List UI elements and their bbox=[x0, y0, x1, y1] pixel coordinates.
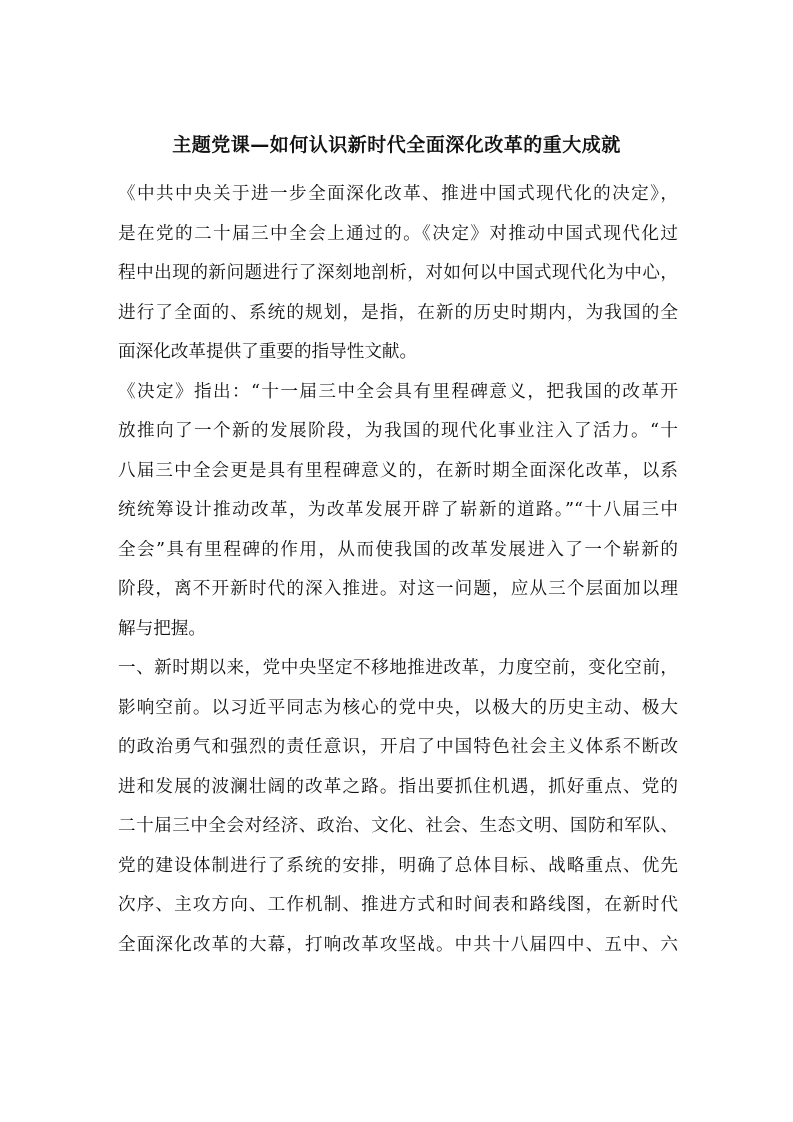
text-line: 阶段，离不开新时代的深入推进。对这一问题，应从三个层面加以理 bbox=[118, 579, 678, 599]
text-line: 面深化改革提供了重要的指导性文献。 bbox=[118, 342, 418, 362]
text-line: 程中出现的新问题进行了深刻地剖析，对如何以中国式现代化为中心， bbox=[118, 263, 678, 283]
text-line: 二十届三中全会对经济、政治、文化、社会、生态文明、国防和军队、 bbox=[118, 816, 678, 836]
text-line: 的政治勇气和强烈的责任意识，开启了中国特色社会主义体系不断改 bbox=[118, 737, 678, 757]
text-line: 全会”具有里程碑的作用，从而使我国的改革发展进入了一个崭新的 bbox=[118, 539, 678, 560]
text-line: 《中共中央关于进一步全面深化改革、推进中国式现代化的决定》， bbox=[118, 184, 678, 204]
text-line: 放推向了一个新的发展阶段，为我国的现代化事业注入了活力。“十 bbox=[118, 421, 678, 441]
text-line: 党的建设体制进行了系统的安排，明确了总体目标、战略重点、优先 bbox=[118, 855, 678, 876]
text-line: 是在党的二十届三中全会上通过的。《决定》对推动中国式现代化过 bbox=[118, 223, 678, 244]
document-body bbox=[118, 175, 678, 965]
text-line: 全面深化改革的大幕，打响改革攻坚战。中共十八届四中、五中、六 bbox=[118, 934, 678, 955]
text-line: 进行了全面的、系统的规划，是指，在新的历史时期内，为我国的全 bbox=[118, 302, 678, 323]
text-line: 影响空前。以习近平同志为核心的党中央，以极大的历史主动、极大 bbox=[118, 697, 678, 718]
text-line: 八届三中全会更是具有里程碑意义的，在新时期全面深化改革，以系 bbox=[118, 460, 678, 481]
text-line: 次序、主攻方向、工作机制、推进方式和时间表和路线图，在新时代 bbox=[118, 895, 678, 915]
text-line: 《决定》指出：“十一届三中全会具有里程碑意义，把我国的改革开 bbox=[118, 381, 678, 402]
text-line: 解与把握。 bbox=[118, 618, 206, 639]
text-line: 统统筹设计推动改革，为改革发展开辟了崭新的道路。”“十八届三中 bbox=[118, 500, 678, 520]
text-line: 进和发展的波澜壮阔的改革之路。指出要抓住机遇，抓好重点、党的 bbox=[118, 776, 678, 797]
document-title: 主题党课—如何认识新时代全面深化改革的重大成就 bbox=[172, 134, 621, 156]
text-line: 一、新时期以来，党中央坚定不移地推进改革，力度空前，变化空前， bbox=[118, 658, 678, 678]
